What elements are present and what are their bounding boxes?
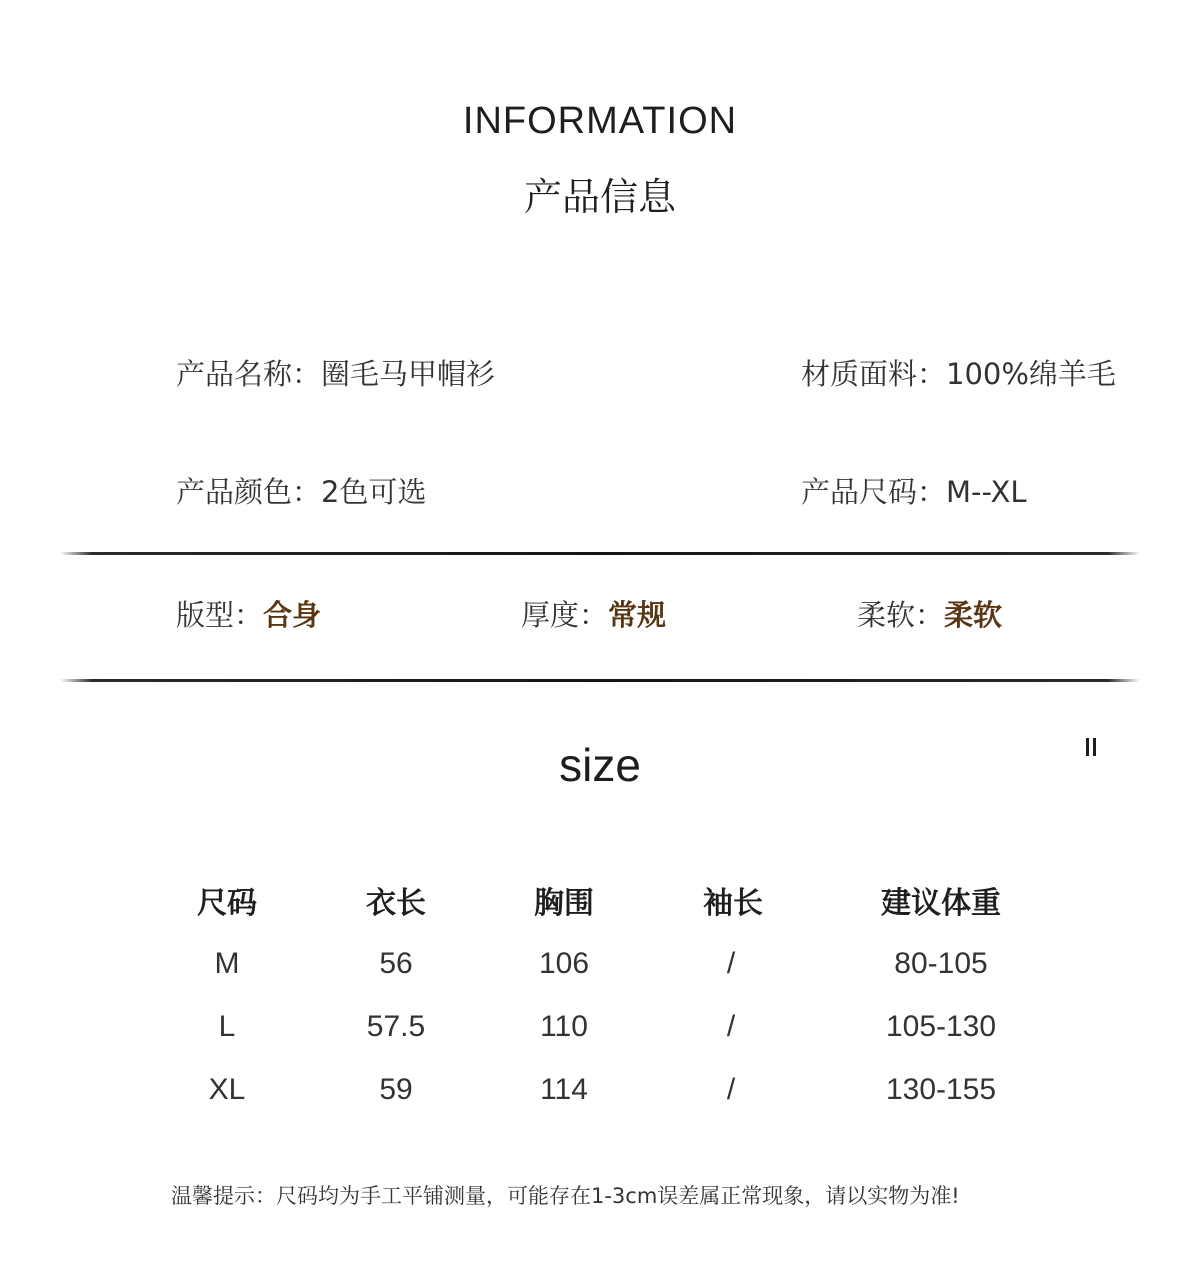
info-material-label: 材质面料： bbox=[801, 357, 947, 391]
table-cell: L bbox=[218, 1010, 236, 1043]
attr-softness bbox=[857, 593, 1002, 634]
measurement-tip: 温馨提示：尺码均为手工平铺测量，可能存在1-3cm误差属正常现象，请以实物为准! bbox=[171, 1184, 960, 1208]
attr-thickness-label: 厚度： bbox=[521, 598, 609, 632]
divider-top bbox=[60, 552, 1140, 555]
table-cell: XL bbox=[208, 1073, 246, 1106]
table-header-length: 衣长 bbox=[366, 886, 426, 921]
table-cell: 130-155 bbox=[885, 1073, 997, 1106]
table-cell: 59 bbox=[379, 1073, 413, 1106]
info-product-name bbox=[176, 352, 495, 393]
attr-fit-value: 合身 bbox=[263, 598, 322, 632]
attr-softness-label: 柔软： bbox=[857, 598, 945, 632]
table-header-chest: 胸围 bbox=[534, 886, 594, 921]
pause-icon[interactable] bbox=[1084, 738, 1098, 756]
attr-thickness-value: 常规 bbox=[608, 598, 667, 632]
table-cell: / bbox=[726, 947, 736, 980]
info-size bbox=[801, 470, 1027, 511]
title-chinese: 产品信息 bbox=[523, 175, 676, 219]
info-size-value: M--XL bbox=[946, 475, 1027, 509]
title-english: INFORMATION bbox=[462, 100, 738, 142]
info-color-label: 产品颜色： bbox=[176, 475, 322, 509]
table-cell: 106 bbox=[538, 947, 590, 980]
table-cell: 57.5 bbox=[366, 1010, 426, 1043]
attr-softness-value: 柔软 bbox=[944, 598, 1003, 632]
table-cell: 80-105 bbox=[894, 947, 988, 980]
info-product-name-label: 产品名称： bbox=[176, 357, 322, 391]
table-cell: M bbox=[214, 947, 240, 980]
table-header-sleeve: 袖长 bbox=[703, 886, 763, 921]
info-color-value: 2色可选 bbox=[321, 475, 427, 509]
info-material-value: 100%绵羊毛 bbox=[946, 357, 1116, 391]
size-title: size bbox=[559, 739, 641, 791]
table-cell: / bbox=[726, 1073, 736, 1106]
table-cell: 114 bbox=[540, 1073, 588, 1106]
table-header-weight: 建议体重 bbox=[881, 886, 1001, 921]
divider-bottom bbox=[60, 679, 1140, 682]
table-header-size: 尺码 bbox=[197, 886, 257, 921]
table-cell: 105-130 bbox=[885, 1010, 997, 1043]
info-product-name-value: 圈毛马甲帽衫 bbox=[321, 357, 496, 391]
info-color bbox=[176, 470, 426, 511]
info-size-label: 产品尺码： bbox=[801, 475, 947, 509]
attr-fit-label: 版型： bbox=[176, 598, 264, 632]
info-material bbox=[801, 352, 1116, 393]
table-cell: / bbox=[726, 1010, 736, 1043]
attr-fit bbox=[176, 593, 321, 634]
table-cell: 56 bbox=[379, 947, 413, 980]
table-cell: 110 bbox=[540, 1010, 588, 1043]
attr-thickness bbox=[521, 593, 666, 634]
